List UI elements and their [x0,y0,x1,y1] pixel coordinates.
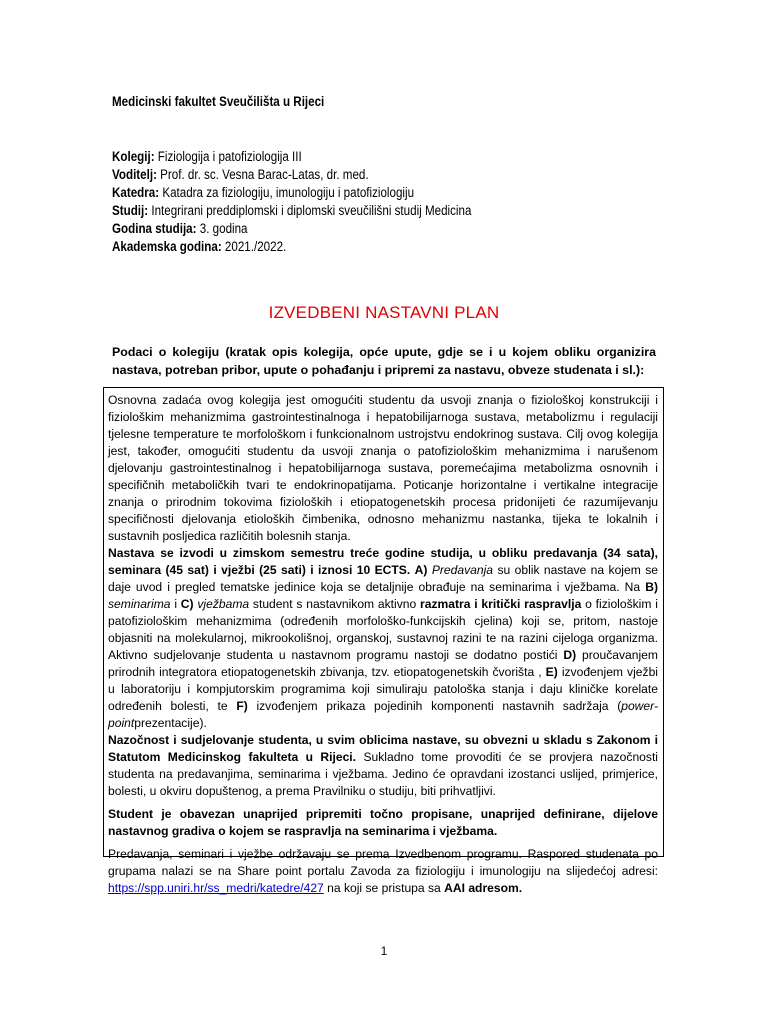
paragraph-goals: Osnovna zadaća ovog kolegija jest omogućiti studentu da usvoji znanja o fiziološkoj konstrukciji i fiziološkim mehanizmima gastrointestinalnoga i hepatobilijarnoga sustava, metabolizmu i regulaciji tjelesne temperature te morfološkom i funkcionalnom ustrojstvu endokrinog sustava. Cilj ovog kolegija jest, također, omogućiti studentu da usvoji znanja o patofiziološkim mehanizmima i narušenom djelovanju gastrointestinalnog i hepatobilijarnoga sustava, poremećajima metabolizma osnovnih i specifičnih metaboličkih tvari te endokrinopatijama. Poticanje horizontalne i vertikalne integracije znanja o prirodnim tokovima fizioloških i etiopatogenetskih procesa pridonijeti će razumijevanju specifičnosti djelovanja etioloških čimbenika, odnosno mehanizmu nastanka, tijeka te lokalnih i sustavnih posljedica različitih bolesnih stanja. [108,393,658,543]
intro-text: Podaci o kolegiju (kratak opis kolegija, opće upute, gdje se i u kojem obliku organizira nastava, potreban pribor, upute o pohađanju i pripremi za nastavu, obveze studenata i sl.): [112,345,656,377]
course-description-box [103,387,664,895]
faculty-heading: Medicinski fakultet Sveučilišta u Rijeci [112,94,325,109]
meta-row-lead: Voditelj: Prof. dr. sc. Vesna Barac-Latas, dr. med. [112,167,369,182]
meta-row-academic-year: Akademska godina: 2021./2022. [112,239,287,254]
page-number: 1 [380,944,388,958]
page-title: IZVEDBENI NASTAVNI PLAN [268,303,500,322]
paragraph-attendance: Nazočnost i sudjelovanje studenta, u svim oblicima nastave, su obvezni u skladu s Zakonom i Statutom Medicinskog fakulteta u Rijeci. Sukladno tome provoditi će se provjera nazočnosti studenta na predavanjima, seminarima i vježbama. Jedino će opravdani izostanci uslijed, primjerice, bolesti, u okviru dopuštenog, a prema Pravilniku o studiju, biti prihvatljivi. [108,733,658,798]
meta-row-course: Kolegij: Fiziologija i patofiziologija III [112,149,302,164]
paragraph-preparation: Student je obavezan unaprijed pripremiti točno propisane, unaprijed definirane, dijelove nastavnog gradiva o kojem se raspravlja na seminarima i vježbama. [108,807,658,838]
meta-row-year: Godina studija: 3. godina [112,221,248,236]
course-meta [112,148,471,256]
meta-row-department: Katedra: Katadra za fiziologiju, imunologiju i patofiziologiju [112,185,415,200]
sharepoint-link[interactable]: https://spp.uniri.hr/ss_medri/katedre/427 [108,881,324,895]
meta-row-study: Studij: Integrirani preddiplomski i diplomski sveučilišni studij Medicina [112,203,472,218]
paragraph-schedule: Predavanja, seminari i vježbe održavaju se prema Izvedbenom programu. Raspored studenata po grupama nalazi se na Share point portalu Zavoda za fiziologiju i imunologiju na slijedećoj adresi: https://spp.uniri.hr/ss_medri/katedre/427 na koji se pristupa sa AAI adresom. [108,847,658,895]
paragraph-teaching: Nastava se izvodi u zimskom semestru treće godine studija, u obliku predavanja (34 sata), seminara (45 sat) i vježbi (25 sati) i iznosi 10 ECTS. A) Predavanja su oblik nastave na kojem se daje uvod i pregled tematske jedinice koja se detaljnije obrađuje na seminarima i vježbama. Na B) seminarima i C) vježbama student s nastavnikom aktivno razmatra i kritički raspravlja o fiziološkim i patofiziološkim mehanizmima (određenih morfološko-funkcijskih cjelina) koji se, pritom, nastoje objasniti na molekularnoj, mikrookolišnoj, organskoj, sustavnoj razini te na razini cijeloga organizma. Aktivno sudjelovanje studenta u nastavnom programu nastoji se dodatno postići D) proučavanjem prirodnih integratora etiopatogenetskih zbivanja, tzv. etiopatogenetskih čvorišta , E) izvođenjem vježbi u laboratoriju i kompjutorskim programima koji simuliraju patološka stanja i daju kliničke korelate određenih bolesti, te F) izvođenjem prikaza pojedinih komponenti nastavnih sadržaja (power-pointprezentacije). [108,546,658,730]
